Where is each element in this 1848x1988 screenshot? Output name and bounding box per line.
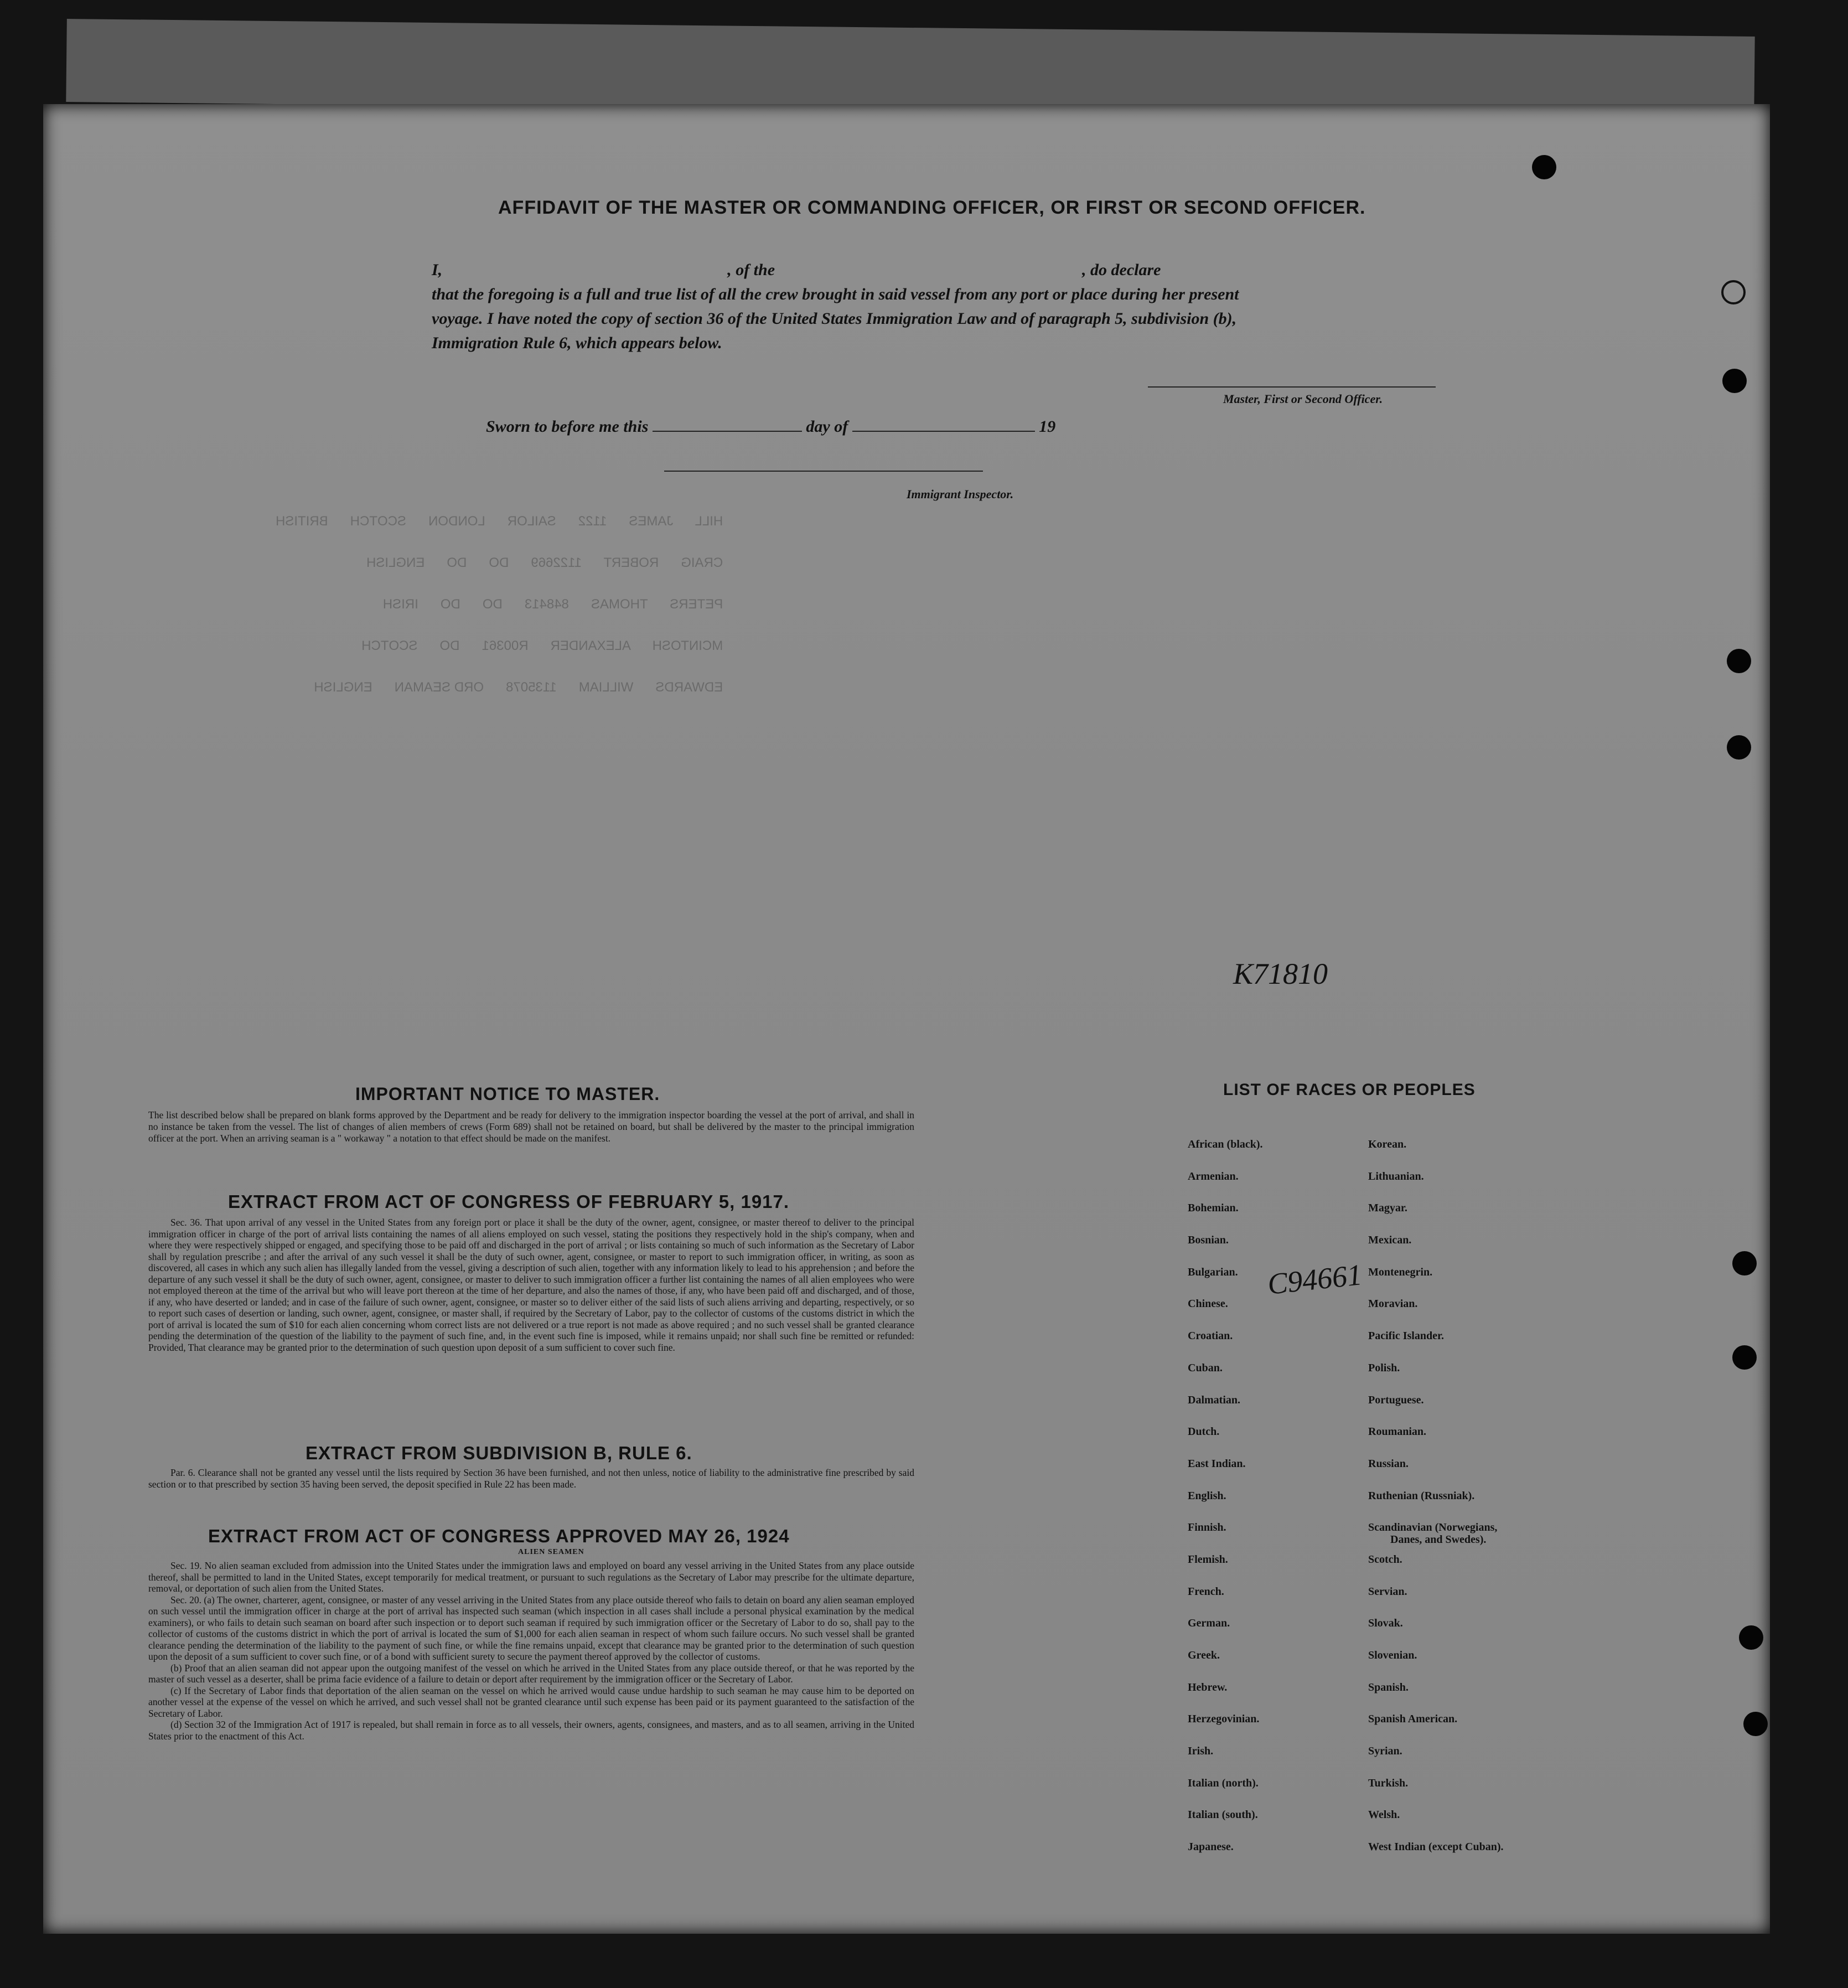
race-item: Spanish American. [1368, 1713, 1458, 1726]
race-item: Roumanian. [1368, 1426, 1427, 1438]
race-item: Mexican. [1368, 1234, 1412, 1247]
punch-hole [1727, 649, 1751, 673]
section-20b-text: (b) Proof that an alien seaman did not appear upon the outgoing manifest of the vessel on which he arrived in the United States from any place outside thereof, or that he was reported by the master of such vessel as a deserter, shall be prima facie evidence of a failure to detain or deport after requirement by the immigration officer or the Secretary of Labor. [148, 1662, 914, 1685]
notice-body: The list described below shall be prepared on blank forms approved by the Department and be ready for delivery to the immigration inspector boarding the vessel at the port of arrival, and shall in no instance be taken from the vessel. The list of changes of alien members of crews (Form 689) shall not be retained on board, but shall be delivered by the master to the principal immigration officer at the port. When an arriving seaman is a " workaway " a notation to that effect should be made on the manifest. [148, 1109, 914, 1144]
section-20a-text: Sec. 20. (a) The owner, charterer, agent, consignee, or master of any vessel arriving in the United States from any place outside thereof who fails to detain on board any alien seaman employed on such vessel until the immigration officer in charge at the port of arrival has inspected such seaman (which inspection in all cases shall include a personal physical examination by the medical examiners), or who fails to detain such seaman on board after such inspection or to deport such seaman if required by such immigration officer or the Secretary of Labor to do so, shall pay to the collector of customs of the customs district in which the port of arrival is located the sum of $1,000 for each alien seaman in respect of whom such failure occurs. No such vessel shall be granted clearance pending the determination of the liability to the payment of such fine, or while the fine remains unpaid, except that clearance may be granted prior to the determination of such question upon the deposit of a sum sufficient to cover such fine, or of a bond with sufficient surety to secure the payment thereof approved by the collector of customs. [148, 1594, 914, 1662]
section-36-text: Sec. 36. That upon arrival of any vessel in the United States from any foreign port or place it shall be the duty of the owner, agent, consignee, or master thereof to deliver to the principal immigration officer in charge of the port of arrival lists containing the names of all aliens employed on such vessel, stating the positions they respectively hold in the ship's company, when and where they were respectively shipped or engaged, and specifying those to be paid off and discharged in the port of arrival ; or lists containing so much of such information as the Secretary of Labor shall by regulation prescribe ; and after the arrival of any such vessel it shall be the duty of such owner, agent, consignee, or master to report to such immigration officer, in writing, as soon as discovered, all cases in which any such alien has illegally landed from the vessel, giving a description of such alien, together with any information likely to lead to his apprehension ; and before the departure of any such vessel it shall be the duty of such owner, agent, consignee, or master to deliver to such immigration officer a further list containing the names of all alien employees who were not employed thereon at the time of the arrival but who will leave port thereon at the time of her departure, and also the names of those, if any, who have been paid off and discharged, and of those, if any, who have deserted or landed; and in case of the failure of such owner, agent, consignee, or master so to deliver either of the said lists of such aliens arriving and departing, respectively, or so to report such cases of desertion or landing, such owner, agent, consignee, or master shall, if required by the Secretary of Labor, pay to the collector of customs of the customs district in which the port of arrival is located the sum of $10 for each alien concerning whom correct lists are not delivered or a true report is not made as above required ; and no such vessel shall be granted clearance pending the determination of the question of the liability to the payment of such fine, and, in the event such fine is imposed, while it remains unpaid; nor shall such fine be remitted or refunded: Provided, That clearance may be granted prior to the determination of such question upon deposit of a sum sufficient to cover such fine. [148, 1217, 914, 1353]
races-title: LIST OF RACES OR PEOPLES [1223, 1081, 1476, 1099]
race-item: Slovak. [1368, 1617, 1403, 1630]
race-item: West Indian (except Cuban). [1368, 1841, 1504, 1853]
race-item: Pacific Islander. [1368, 1330, 1445, 1342]
punch-hole [1722, 369, 1747, 393]
race-item: Lithuanian. [1368, 1170, 1424, 1183]
handwritten-number: C94661 [1266, 1258, 1364, 1301]
sworn-line [486, 417, 1055, 436]
race-item: Bulgarian. [1188, 1266, 1238, 1278]
affidavit-line-4: Immigration Rule 6, which appears below. [432, 334, 722, 352]
race-item: African (black). [1188, 1138, 1263, 1150]
race-item: Hebrew. [1188, 1681, 1228, 1693]
race-item: Bohemian. [1188, 1202, 1239, 1215]
race-item: Italian (south). [1188, 1809, 1258, 1821]
race-item: Portuguese. [1368, 1393, 1424, 1406]
rule6-body [148, 1467, 914, 1490]
race-item: Finnish. [1188, 1521, 1226, 1534]
race-item: Dalmatian. [1188, 1393, 1240, 1406]
race-item: Japanese. [1188, 1841, 1234, 1853]
race-item: Syrian. [1368, 1745, 1402, 1758]
inspector-label: Immigrant Inspector. [907, 487, 1014, 501]
race-item: Ruthenian (Russniak). [1368, 1489, 1475, 1502]
punch-hole [1739, 1625, 1763, 1650]
race-item: Cuban. [1188, 1361, 1223, 1374]
affidavit-paragraph [432, 258, 1384, 355]
punch-hole [1721, 280, 1746, 304]
race-item: Chinese. [1188, 1298, 1228, 1310]
extract-1924-title: EXTRACT FROM ACT OF CONGRESS APPROVED MAY 26, 1924 [208, 1526, 790, 1546]
race-item-line: Danes, and Swedes). [1390, 1533, 1487, 1546]
affidavit-title: AFFIDAVIT OF THE MASTER OR COMMANDING OFFICER, OR FIRST OR SECOND OFFICER. [498, 197, 1366, 218]
race-item: Montenegrin. [1368, 1266, 1433, 1278]
section-20d-text: (d) Section 32 of the Immigration Act of 1917 is repealed, but shall remain in force as to all vessels, their owners, agents, consignees, and masters, and as to all seamen, arriving in the United States prior to the enactment of this Act. [148, 1719, 914, 1742]
sworn-day-of: day of [806, 417, 848, 436]
sworn-text: Sworn to before me this [486, 417, 649, 436]
bleed-through: HILL JAMES 1122 SAILOR LONDON SCOTCH BRITISH CRAIG ROBERT 1122669 DO DO ENGLISH PETERS THOMAS 848413 DO DO IRISH MCINTOSH ALEXANDER R00361 DO SCOTCH EDWARDS WILLIAM 1135078 ORD SEAMAN ENGLISH [276, 514, 723, 695]
punch-hole [1532, 155, 1556, 179]
race-item: Welsh. [1368, 1809, 1400, 1821]
race-item: Flemish. [1188, 1553, 1228, 1566]
race-item: Spanish. [1368, 1681, 1409, 1693]
affidavit-do-declare: , do declare [1082, 261, 1161, 279]
master-label: Master, First or Second Officer. [1223, 392, 1383, 406]
race-item: Dutch. [1188, 1426, 1220, 1438]
manifest-sheet [43, 104, 1770, 1934]
extract-1924-body [148, 1560, 914, 1742]
rule6-text: Par. 6. Clearance shall not be granted any vessel until the lists required by Section 36 have been furnished, and not then unless, notice of liability to the administrative fine prescribed by said section or to that prescribed by section 35 having been served, the deposit specified in Rule 22 has been made. [148, 1467, 914, 1490]
race-item-line: Scandinavian (Norwegians, [1368, 1521, 1498, 1534]
race-item: Irish. [1188, 1745, 1214, 1758]
race-item: Russian. [1368, 1457, 1409, 1470]
sworn-year: 19 [1039, 417, 1056, 436]
section-20c-text: (c) If the Secretary of Labor finds that deportation of the alien seaman on the vessel on which he arrived would cause undue hardship to such seaman he may cause him to be deported on another vessel at the expense of the vessel on which he arrived, and such vessel shall not be granted clearance until such expense has been paid or its payment guaranteed to the satisfaction of the Secretary of Labor. [148, 1685, 914, 1719]
races-right-column [1368, 1138, 1503, 1873]
race-item: German. [1188, 1617, 1230, 1630]
punch-hole [1743, 1712, 1768, 1736]
extract-1917-body [148, 1217, 914, 1353]
race-item [1368, 1521, 1503, 1553]
race-item: Bosnian. [1188, 1234, 1229, 1247]
race-item: Slovenian. [1368, 1649, 1417, 1661]
punch-hole [1732, 1345, 1757, 1370]
race-item: Turkish. [1368, 1777, 1409, 1789]
race-item: Servian. [1368, 1585, 1407, 1598]
race-item: Polish. [1368, 1361, 1400, 1374]
punch-hole [1727, 735, 1751, 760]
affidavit-line-2: that the foregoing is a full and true list of all the crew brought in said vessel from any port or place during her present [432, 285, 1239, 303]
inspector-signature-line [664, 471, 983, 472]
race-item: Herzegovinian. [1188, 1713, 1260, 1726]
race-item: Greek. [1188, 1649, 1220, 1661]
race-item: Korean. [1368, 1138, 1407, 1150]
race-item: Armenian. [1188, 1170, 1239, 1183]
affidavit-i: I, [432, 261, 443, 279]
affidavit-of-the: , of the [727, 261, 775, 279]
rule6-title: EXTRACT FROM SUBDIVISION B, RULE 6. [306, 1443, 692, 1463]
race-item: Scotch. [1368, 1553, 1402, 1566]
notice-title: IMPORTANT NOTICE TO MASTER. [355, 1084, 660, 1104]
punch-hole [1732, 1251, 1757, 1276]
race-item: Croatian. [1188, 1330, 1233, 1342]
affidavit-line-3: voyage. I have noted the copy of section 36 of the United States Immigration Law and of paragraph 5, subdivision (b), [432, 309, 1237, 328]
handwritten-number: K71810 [1233, 957, 1328, 990]
extract-1917-title: EXTRACT FROM ACT OF CONGRESS OF FEBRUARY 5, 1917. [228, 1191, 790, 1212]
section-19-text: Sec. 19. No alien seaman excluded from admission into the United States under the immigration laws and employed on board any vessel arriving in the United States from any place outside thereof, shall be permitted to land in the United States, except temporarily for medical treatment, or pursuant to such regulations as the Secretary of Labor may prescribe for the ultimate departure, removal, or deportation of such alien from the United States. [148, 1560, 914, 1594]
races-left-column [1188, 1138, 1263, 1873]
alien-seamen-subtitle: ALIEN SEAMEN [518, 1548, 584, 1556]
race-item: French. [1188, 1585, 1224, 1598]
master-signature-line [1148, 386, 1436, 388]
race-item: Italian (north). [1188, 1777, 1259, 1789]
race-item: English. [1188, 1489, 1226, 1502]
race-item: Magyar. [1368, 1202, 1407, 1215]
race-item: Moravian. [1368, 1298, 1418, 1310]
race-item: East Indian. [1188, 1457, 1246, 1470]
